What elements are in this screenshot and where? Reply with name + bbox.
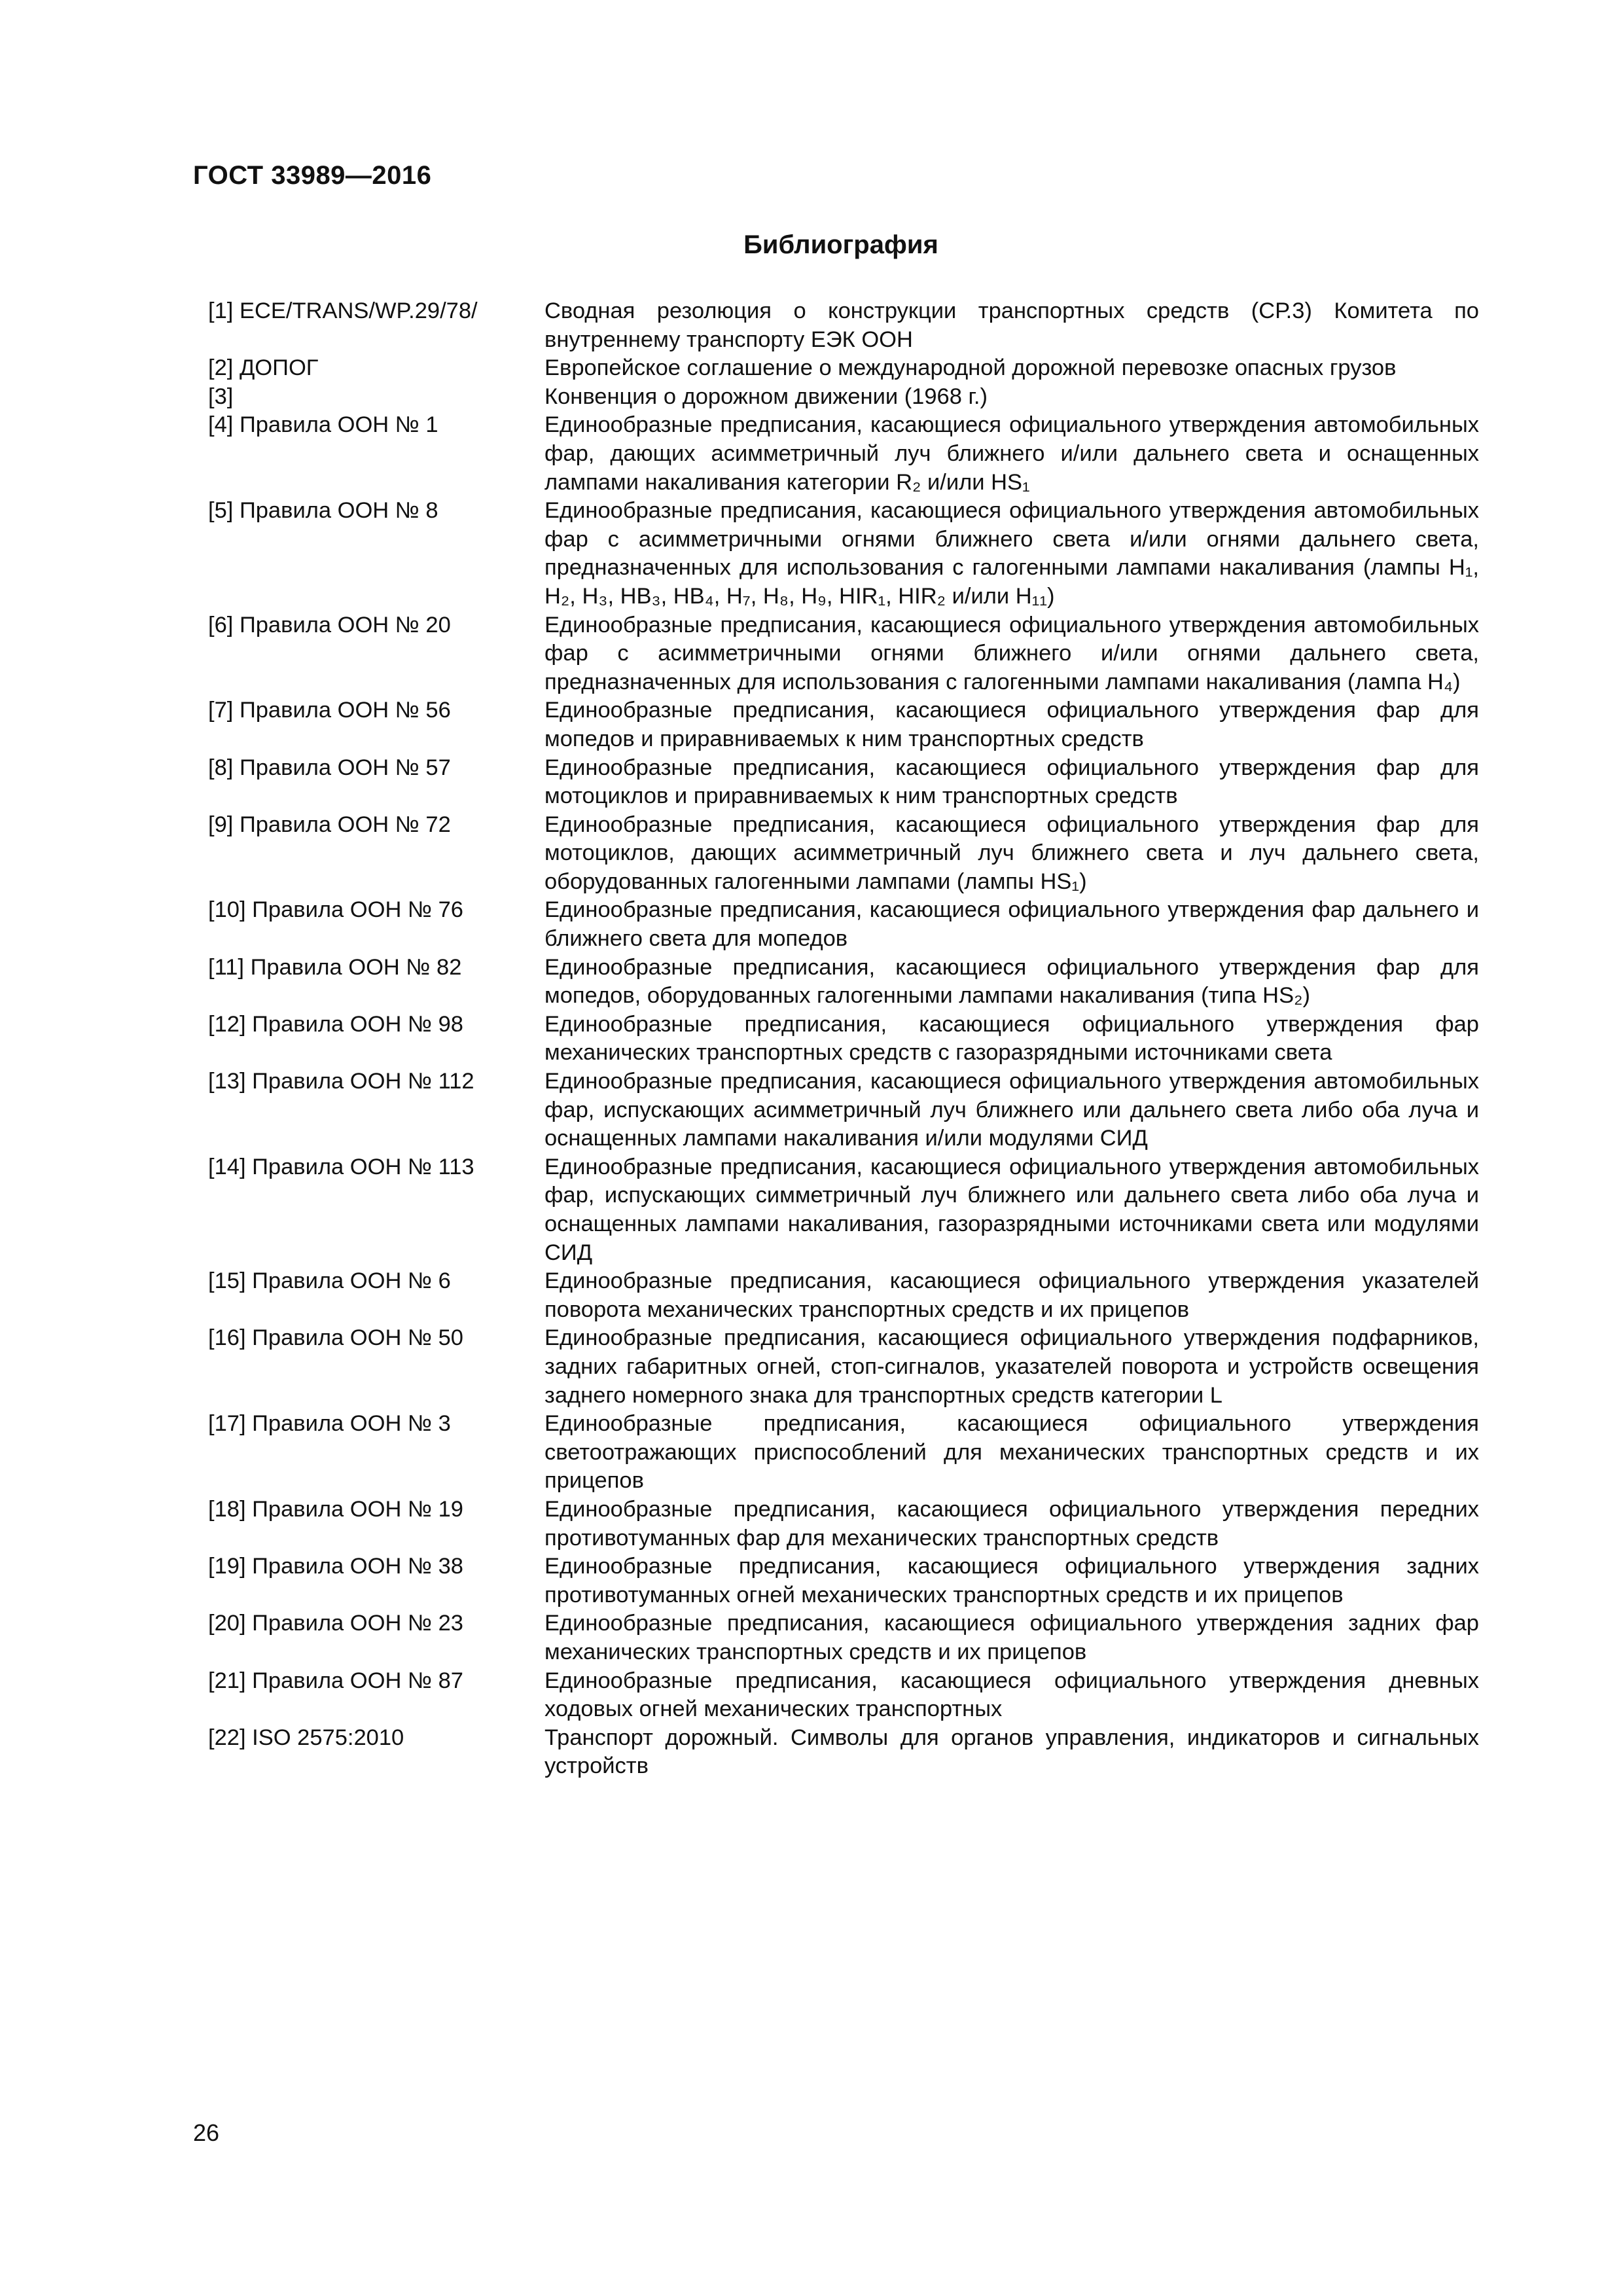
bibliography-entry — [208, 1552, 1479, 1609]
entry-description: Единообразные предписания, касающиеся официального утверждения автомобильных фар, дающих асимметричный луч ближнего и/или дальнего света и оснащенных лампами накаливания категории R₂ и/или HS₁ — [544, 412, 1479, 495]
entry-reference: [17] Правила ООН № 3 — [208, 1411, 451, 1437]
entry-reference: [22] ISO 2575:2010 — [208, 1725, 404, 1750]
bibliography-list — [208, 297, 1479, 1781]
bibliography-entry — [208, 1410, 1479, 1496]
document-code: ГОСТ 33989—2016 — [193, 161, 432, 190]
entry-reference: [21] Правила ООН № 87 — [208, 1668, 463, 1693]
entry-reference: [13] Правила ООН № 112 — [208, 1069, 474, 1094]
entry-description: Единообразные предписания, касающиеся официального утверждения фар для мопедов, оборудованных галогенными лампами накаливания (типа HS₂) — [544, 954, 1479, 1009]
entry-reference: [8] Правила ООН № 57 — [208, 755, 451, 780]
entry-reference: [16] Правила ООН № 50 — [208, 1325, 463, 1351]
entry-description: Транспорт дорожный. Символы для органов управления, индикаторов и сигнальных устройств — [544, 1725, 1479, 1779]
bibliography-entry — [208, 1496, 1479, 1552]
bibliography-entry — [208, 754, 1479, 811]
entry-description: Сводная резолюция о конструкции транспортных средств (СР.3) Комитета по внутреннему транспорту ЕЭК ООН — [544, 298, 1479, 352]
entry-reference: [1] ECE/TRANS/WP.29/78/ — [208, 298, 478, 323]
entry-reference: [2] ДОПОГ — [208, 355, 319, 381]
entry-description: Единообразные предписания, касающиеся официального утверждения передних противотуманных фар для механических транспортных средств — [544, 1496, 1479, 1551]
entry-description: Единообразные предписания, касающиеся официального утверждения автомобильных фар с асимметричными огнями ближнего и/или огнями дальнего света, предназначенных для использования с галогенными лампами накаливания (лампа H₄) — [544, 612, 1479, 694]
entry-reference: [19] Правила ООН № 38 — [208, 1554, 463, 1579]
entry-description: Единообразные предписания, касающиеся официального утверждения задних фар механических транспортных средств и их прицепов — [544, 1611, 1479, 1664]
entry-reference: [12] Правила ООН № 98 — [208, 1011, 463, 1037]
entry-reference: [11] Правила ООН № 82 — [208, 954, 462, 980]
bibliography-entry — [208, 1067, 1479, 1153]
entry-description: Единообразные предписания, касающиеся официального утверждения автомобильных фар, испускающих симметричный луч ближнего или дальнего света либо оба луча и оснащенных лампами накаливания, газоразрядными источниками света или модулями СИД — [544, 1154, 1479, 1265]
bibliography-entry — [208, 1011, 1479, 1067]
bibliography-entry — [208, 497, 1479, 611]
entry-reference: [18] Правила ООН № 19 — [208, 1496, 463, 1522]
bibliography-entry — [208, 1324, 1479, 1410]
entry-reference: [4] Правила ООН № 1 — [208, 412, 438, 438]
entry-reference: [9] Правила ООН № 72 — [208, 812, 451, 837]
entry-description: Единообразные предписания, касающиеся официального утверждения фар дальнего и ближнего света для мопедов — [544, 897, 1479, 952]
bibliography-entry — [208, 354, 1479, 383]
bibliography-entry — [208, 611, 1479, 697]
entry-description: Единообразные предписания, касающиеся официального утверждения дневных ходовых огней механических транспортных — [544, 1668, 1479, 1722]
bibliography-entry — [208, 1153, 1479, 1267]
entry-description: Единообразные предписания, касающиеся официального утверждения задних противотуманных огней механических транспортных средств и их прицепов — [544, 1554, 1479, 1607]
entry-reference: [14] Правила ООН № 113 — [208, 1154, 474, 1179]
entry-reference: [7] Правила ООН № 56 — [208, 698, 451, 723]
entry-description: Единообразные предписания, касающиеся официального утверждения фар для мотоциклов и приравниваемых к ним транспортных средств — [544, 755, 1479, 809]
bibliography-entry — [208, 954, 1479, 1011]
bibliography-title: Библиография — [743, 230, 938, 259]
entry-description: Единообразные предписания, касающиеся официального утверждения светоотражающих приспособлений для механических транспортных средств и их прицепов — [544, 1411, 1479, 1494]
bibliography-entry — [208, 297, 1479, 354]
entry-description: Единообразные предписания, касающиеся официального утверждения фар для мотоциклов, дающих асимметричный луч ближнего света и луч дальнего света, оборудованных галогенными лампами (лампы HS₁) — [544, 812, 1479, 894]
bibliography-entry — [208, 1724, 1479, 1781]
entry-description: Единообразные предписания, касающиеся официального утверждения подфарников, задних габаритных огней, стоп-сигналов, указателей поворота и устройств освещения заднего номерного знака для транспортных средств категории L — [544, 1325, 1479, 1408]
bibliography-entry — [208, 696, 1479, 753]
bibliography-entry — [208, 1609, 1479, 1666]
entry-description: Единообразные предписания, касающиеся официального утверждения автомобильных фар, испускающих асимметричный луч ближнего или дальнего света либо оба луча и оснащенных лампами накаливания и/или модулями СИД — [544, 1069, 1479, 1151]
bibliography-entry — [208, 1667, 1479, 1724]
entry-description: Единообразные предписания, касающиеся официального утверждения фар механических транспортных средств с газоразрядными источниками света — [544, 1011, 1479, 1066]
bibliography-entry — [208, 811, 1479, 897]
entry-description: Единообразные предписания, касающиеся официального утверждения фар для мопедов и приравниваемых к ним транспортных средств — [544, 698, 1479, 751]
entry-reference: [6] Правила ООН № 20 — [208, 612, 451, 637]
entry-reference: [20] Правила ООН № 23 — [208, 1611, 463, 1636]
entry-reference: [15] Правила ООН № 6 — [208, 1268, 451, 1294]
bibliography-entry — [208, 411, 1479, 497]
entry-reference: [3] — [208, 384, 234, 409]
bibliography-entry — [208, 896, 1479, 953]
entry-description: Единообразные предписания, касающиеся официального утверждения автомобильных фар с асимметричными огнями ближнего света и/или огнями дальнего света, предназначенных для использования с галогенными лампами накаливания (лампы H₁, H₂, H₃, HB₃, HB₄, H₇, H₈, H₉, HIR₁, HIR₂ и/или H₁₁) — [544, 498, 1479, 609]
entry-reference: [10] Правила ООН № 76 — [208, 897, 463, 923]
entry-description: Единообразные предписания, касающиеся официального утверждения указателей поворота механических транспортных средств и их прицепов — [544, 1268, 1479, 1322]
bibliography-entry — [208, 1267, 1479, 1324]
entry-description: Европейское соглашение о международной дорожной перевозке опасных грузов — [544, 355, 1397, 381]
entry-description: Конвенция о дорожном движении (1968 г.) — [544, 384, 988, 409]
bibliography-entry — [208, 383, 1479, 412]
page-number: 26 — [193, 2119, 220, 2146]
entry-reference: [5] Правила ООН № 8 — [208, 498, 438, 524]
